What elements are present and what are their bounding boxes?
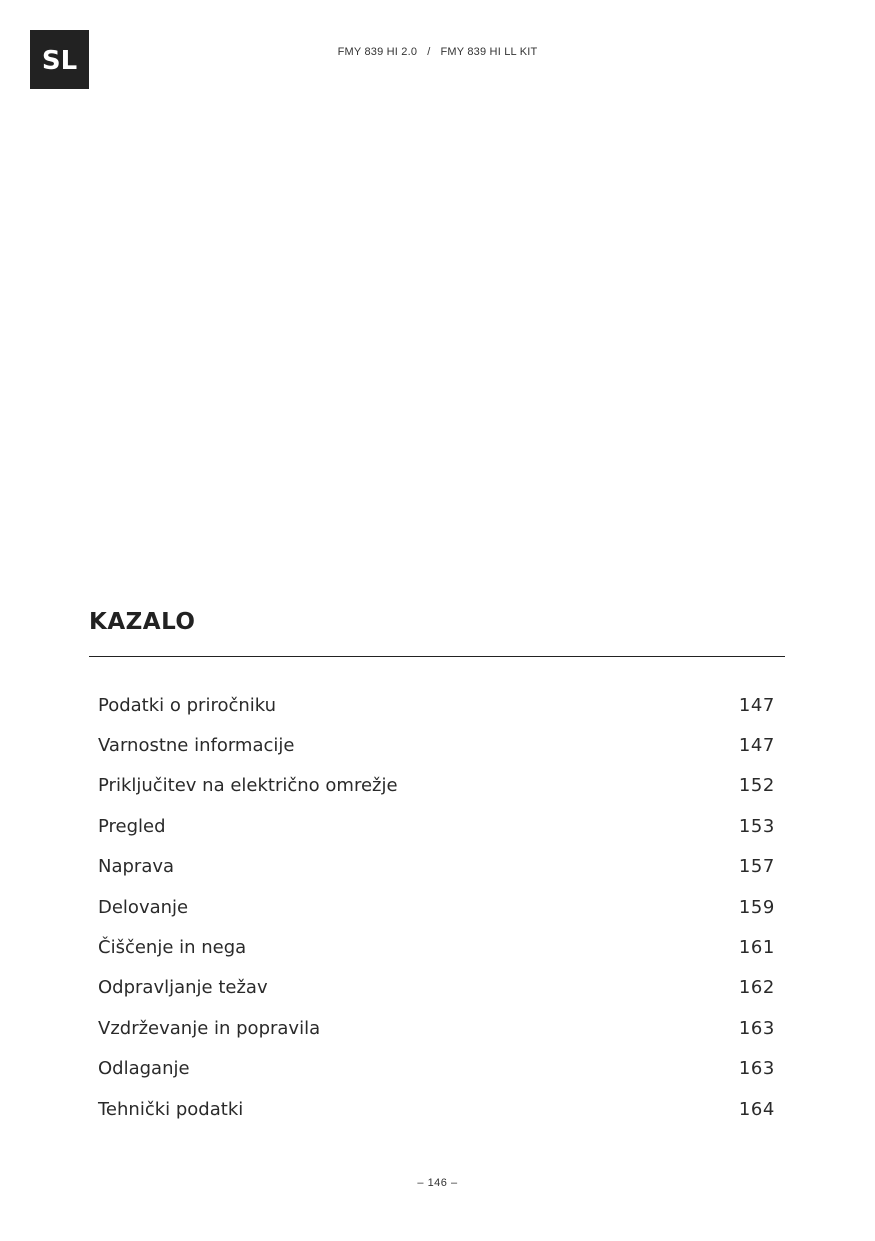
toc-item-label: Podatki o priročniku [98, 694, 277, 716]
language-badge: SL [30, 30, 89, 89]
toc-item-odlaganje[interactable] [98, 1049, 775, 1089]
toc-item-page: 152 [738, 775, 775, 797]
toc-item-label: Delovanje [98, 896, 189, 918]
model-header [0, 46, 875, 58]
toc-divider [89, 656, 785, 657]
toc-item-ciscenje-in-nega[interactable] [98, 927, 775, 967]
model-name-kit: FMY 839 HI LL KIT [440, 46, 538, 58]
toc-item-label: Varnostne informacije [98, 735, 295, 757]
toc-item-label: Čiščenje in nega [98, 937, 247, 959]
toc-item-page: 164 [738, 1098, 775, 1120]
toc-item-page: 161 [738, 937, 775, 959]
toc-item-page: 162 [738, 977, 775, 999]
toc-item-podatki-o-prirocniku[interactable] [98, 685, 775, 725]
model-separator: / [427, 46, 431, 58]
toc-item-label: Priključitev na električno omrežje [98, 775, 398, 797]
toc-item-vzdrzevanje-in-popravila[interactable] [98, 1008, 775, 1048]
toc-item-page: 163 [738, 1058, 775, 1080]
toc-item-page: 163 [738, 1017, 775, 1039]
toc-item-label: Pregled [98, 815, 166, 837]
toc-item-odpravljanje-tezav[interactable] [98, 968, 775, 1008]
toc-item-tehnicki-podatki[interactable] [98, 1089, 775, 1129]
toc-item-page: 147 [738, 694, 775, 716]
toc-item-page: 157 [738, 856, 775, 878]
toc-item-label: Tehnički podatki [98, 1098, 244, 1120]
toc-item-label: Odpravljanje težav [98, 977, 268, 999]
toc-item-prikljucitev[interactable] [98, 766, 775, 806]
toc-item-page: 147 [738, 735, 775, 757]
toc-item-label: Odlaganje [98, 1058, 190, 1080]
page-number: – 146 – [417, 1177, 458, 1189]
toc-item-label: Vzdrževanje in popravila [98, 1017, 321, 1039]
model-name-primary: FMY 839 HI 2.0 [337, 46, 418, 58]
toc-item-delovanje[interactable] [98, 887, 775, 927]
toc-item-naprava[interactable] [98, 847, 775, 887]
toc-list [98, 685, 775, 1129]
toc-item-label: Naprava [98, 856, 175, 878]
toc-item-pregled[interactable] [98, 806, 775, 846]
toc-item-page: 159 [738, 896, 775, 918]
toc-item-page: 153 [738, 815, 775, 837]
toc-title: KAZALO [89, 609, 196, 635]
toc-item-varnostne-informacije[interactable] [98, 725, 775, 765]
